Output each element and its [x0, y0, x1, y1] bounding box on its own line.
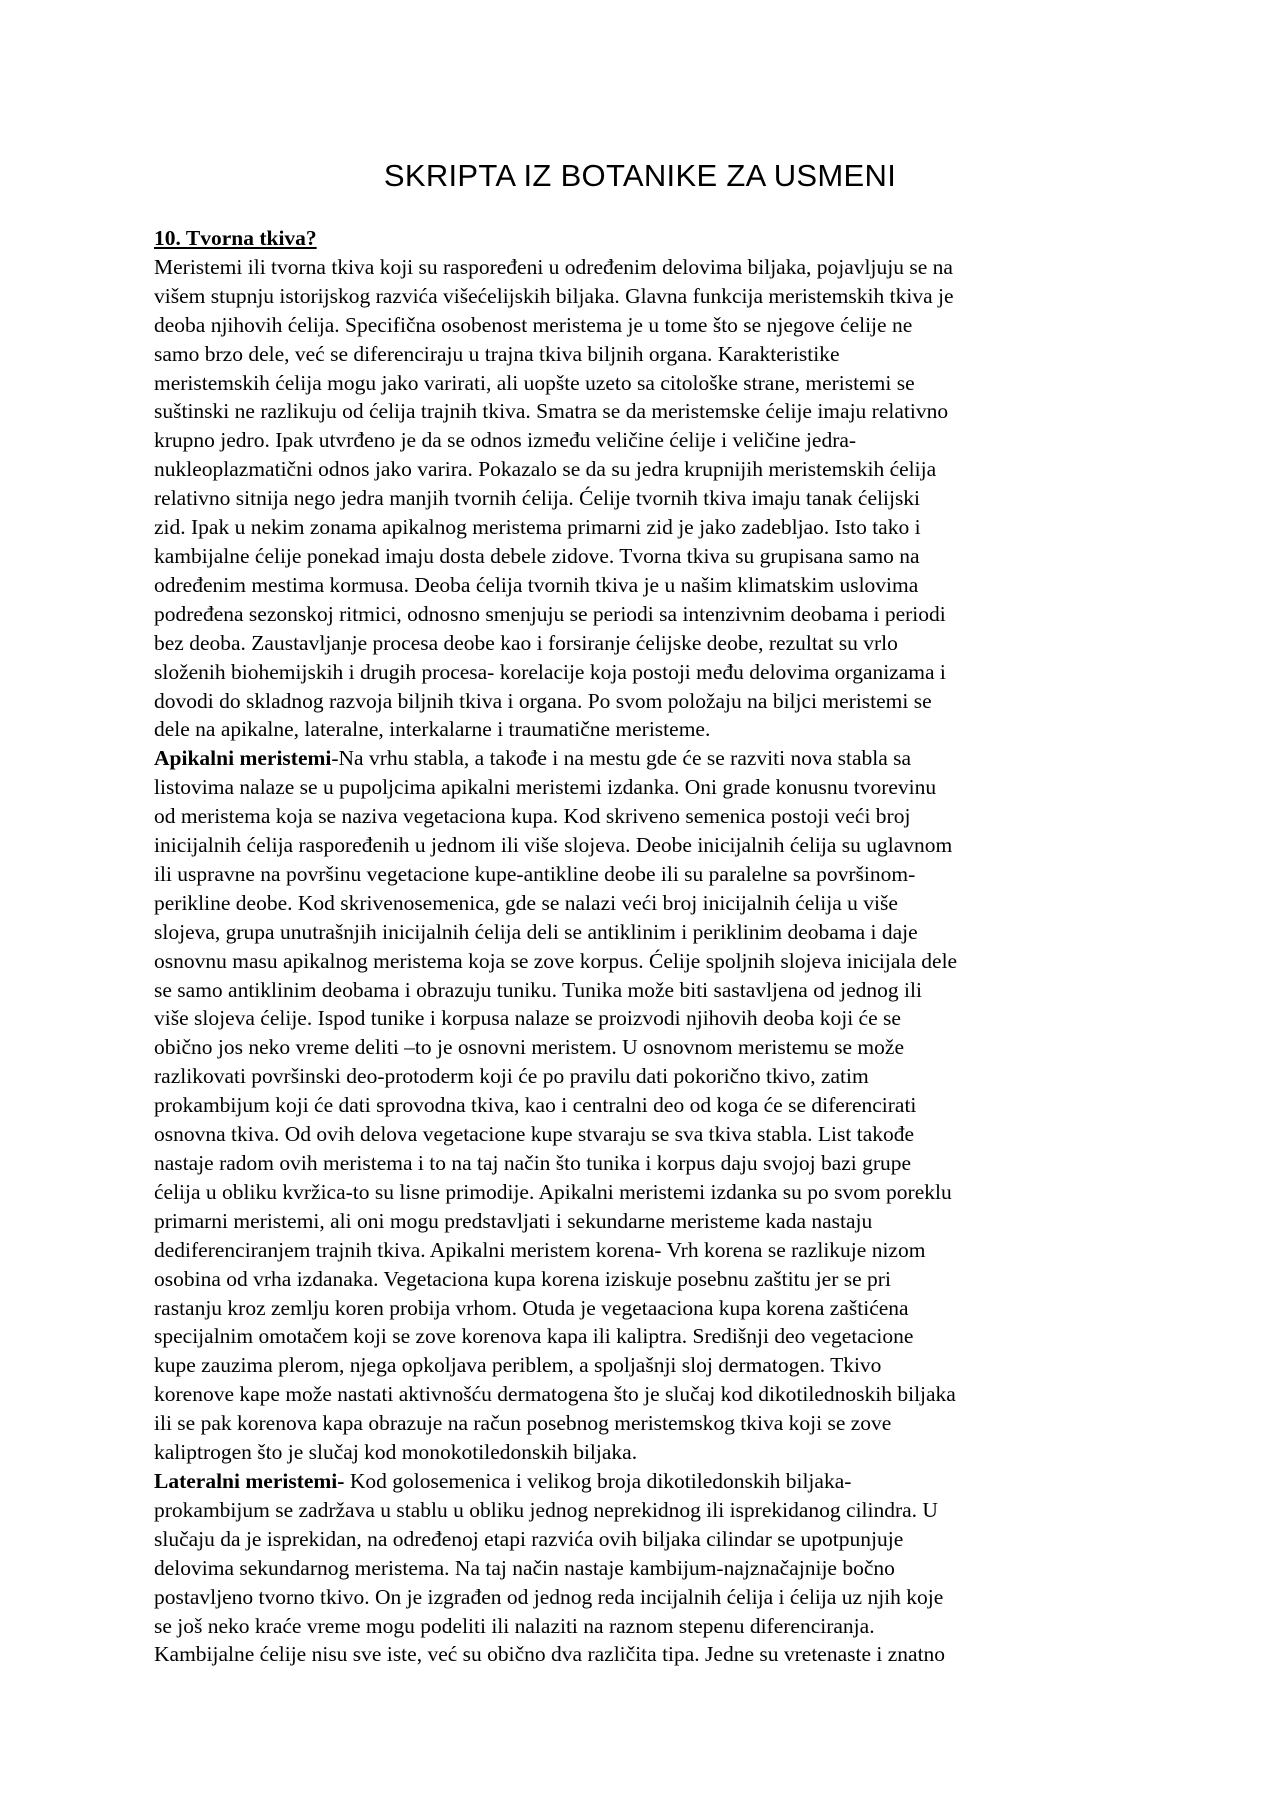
- text-line: [154, 484, 1126, 513]
- line-text: Meristemi ili tvorna tkiva koji su raspoređeni u određenim delovima biljaka, pojavljuju se na: [154, 254, 953, 279]
- paragraph-apical-meristems: [154, 744, 1126, 1467]
- document-title: SKRIPTA IZ BOTANIKE ZA USMENI: [383, 158, 897, 193]
- line-text: zid. Ipak u nekim zonama apikalnog meristema primarni zid je jako zadebljao. Isto tako i: [154, 515, 921, 540]
- text-line: [154, 1496, 1126, 1525]
- text-line: [154, 1033, 1126, 1062]
- line-text: ili se pak korenova kapa obrazuje na račun posebnog meristemskog tkiva koji se zove: [154, 1411, 892, 1436]
- line-text: dediferenciranjem trajnih tkiva. Apikalni meristem korena- Vrh korena se razlikuje nizom: [154, 1237, 926, 1262]
- line-text: krupno jedro. Ipak utvrđeno je da se odnos između veličine ćelije i veličine jedra-: [154, 428, 857, 453]
- line-text: razlikovati površinski deo-protoderm koji će po pravilu dati pokorično tkivo, zatim: [154, 1064, 869, 1089]
- text-line: [154, 600, 1126, 629]
- line-text: listovima nalaze se u pupoljcima apikalni meristemi izdanka. Oni grade konusnu tvorevinu: [154, 775, 937, 800]
- text-line: [154, 1351, 1126, 1380]
- line-text: korenove kape može nastati aktivnošću dermatogena što je slučaj kod dikotilednoskih biljaka: [154, 1382, 956, 1407]
- text-line: [154, 1322, 1126, 1351]
- line-text: kupe zauzima plerom, njega opkoljava periblem, a spoljašnji sloj dermatogen. Tkivo: [154, 1353, 882, 1378]
- text-line: [154, 629, 1126, 658]
- text-line: [154, 1640, 1126, 1669]
- text-line: [154, 1409, 1126, 1438]
- text-line: [154, 571, 1126, 600]
- text-line: [154, 1438, 1126, 1467]
- line-text: dele na apikalne, lateralne, interkalarne i traumatične meristeme.: [154, 717, 711, 742]
- text-line: [154, 1091, 1126, 1120]
- line-text: se još neko kraće vreme mogu podeliti ili nalaziti na raznom stepenu diferenciranja.: [154, 1613, 875, 1638]
- text-line: [154, 1467, 1126, 1496]
- line-text: deoba njihovih ćelija. Specifična osobenost meristema je u tome što se njegove ćelije ne: [154, 312, 913, 337]
- text-line: [154, 1554, 1126, 1583]
- line-text: Kambijalne ćelije nisu sve iste, već su obično dva različita tipa. Jedne su vretenaste i znatno: [154, 1642, 946, 1667]
- line-text: bez deoba. Zaustavljanje procesa deobe kao i forsiranje ćelijske deobe, rezultat su vrlo: [154, 630, 898, 655]
- paragraph-lateral-meristems: [154, 1467, 1126, 1669]
- line-text: samo brzo dele, već se diferenciraju u trajna tkiva biljnih organa. Karakteristike: [154, 341, 840, 366]
- line-text: nukleoplazmatični odnos jako varira. Pokazalo se da su jedra krupnijih meristemskih ćelija: [154, 457, 937, 482]
- text-line: [154, 1120, 1126, 1149]
- line-text: kambijalne ćelije ponekad imaju dosta debele zidove. Tvorna tkiva su grupisana samo na: [154, 543, 920, 568]
- line-text: osnovnu masu apikalnog meristema koja se zove korpus. Ćelije spoljnih slojeva inicijala dele: [154, 948, 958, 973]
- text-line: [154, 1583, 1126, 1612]
- line-text: dovodi do skladnog razvoja biljnih tkiva i organa. Po svom položaju na biljci meristemi se: [154, 688, 932, 713]
- text-line: [154, 947, 1126, 976]
- line-text: kaliptrogen što je slučaj kod monokotiledonskih biljaka.: [154, 1440, 638, 1465]
- section-heading: 10. Tvorna tkiva?: [154, 226, 317, 250]
- text-line: [154, 340, 1126, 369]
- text-line: [154, 744, 1126, 773]
- text-line: [154, 802, 1126, 831]
- line-text: više slojeva ćelije. Ispod tunike i korpusa nalaze se proizvodi njihovih deoba koji će se: [154, 1006, 901, 1031]
- line-text: se samo antiklinim deobama i obrazuju tuniku. Tunika može biti sastavljena od jednog ili: [154, 977, 922, 1002]
- text-line: [154, 976, 1126, 1005]
- text-line: [154, 1207, 1126, 1236]
- line-text: od meristema koja se naziva vegetaciona kupa. Kod skriveno semenica postoji veći broj: [154, 804, 911, 829]
- line-text: Kod golosemenica i velikog broja dikotiledonskih biljaka-: [344, 1468, 852, 1493]
- line-text: rastanju kroz zemlju koren probija vrhom. Otuda je vegetaaciona kupa korena zaštićena: [154, 1295, 909, 1320]
- paragraph-intro: [154, 253, 1126, 744]
- text-line: [154, 860, 1126, 889]
- text-line: [154, 1265, 1126, 1294]
- text-line: [154, 369, 1126, 398]
- line-text: prokambijum koji će dati sprovodna tkiva, kao i centralni deo od koga će se diferencirati: [154, 1093, 917, 1118]
- line-text: nastaje radom ovih meristema i to na taj način što tunika i korpus daju svojoj bazi grupe: [154, 1151, 912, 1175]
- line-text: ili uspravne na površinu vegetacione kupe-antikline deobe ili su paralelne sa površinom-: [154, 861, 916, 886]
- text-line: [154, 773, 1126, 802]
- line-text: obično jos neko vreme deliti –to je osnovni meristem. U osnovnom meristemu se može: [154, 1035, 904, 1060]
- line-text: suštinski ne razlikuju od ćelija trajnih tkiva. Smatra se da meristemske ćelije imaju relativno: [154, 399, 949, 424]
- line-text: slojeva, grupa unutrašnjih inicijalnih ćelija deli se antiklinim i periklinim deobama i daje: [154, 919, 918, 944]
- text-line: [154, 1380, 1126, 1409]
- text-line: [154, 311, 1126, 340]
- line-text: perikline deobe. Kod skrivenosemenica, gde se nalazi veći broj inicijalnih ćelija u više: [154, 890, 898, 915]
- line-text: određenim mestima kormusa. Deoba ćelija tvornih tkiva je u našim klimatskim uslovima: [154, 572, 919, 597]
- text-line: [154, 1149, 1126, 1178]
- text-line: [154, 918, 1126, 947]
- text-line: [154, 1525, 1126, 1554]
- line-text: delovima sekundarnog meristema. Na taj način nastaje kambijum-najznačajnije bočno: [154, 1555, 895, 1580]
- text-line: [154, 455, 1126, 484]
- paragraph-term: Apikalni meristemi: [154, 746, 332, 771]
- line-text: osobina od vrha izdanaka. Vegetaciona kupa korena iziskuje posebnu zaštitu jer se pri: [154, 1266, 891, 1291]
- text-line: [154, 831, 1126, 860]
- text-line: [154, 1294, 1126, 1323]
- line-text: višem stupnju istorijskog razvića višećelijskih biljaka. Glavna funkcija meristemskih tkiva je: [154, 283, 954, 308]
- paragraph-term: Lateralni meristemi-: [154, 1468, 345, 1493]
- text-line: [154, 658, 1126, 687]
- text-line: [154, 542, 1126, 571]
- line-text: primarni meristemi, ali oni mogu predstavljati i sekundarne meristeme kada nastaju: [154, 1208, 873, 1233]
- line-text: podređena sezonskoj ritmici, odnosno smenjuju se periodi sa intenzivnim deobama i periodi: [154, 601, 946, 626]
- line-text: slučaju da je isprekidan, na određenoj etapi razvića ovih biljaka cilindar se upotpunjuje: [154, 1526, 904, 1551]
- text-line: [154, 1612, 1126, 1641]
- line-text: relativno sitnija nego jedra manjih tvornih ćelija. Ćelije tvornih tkiva imaju tanak ćelijski: [154, 486, 921, 511]
- text-line: [154, 253, 1126, 282]
- document-body: [154, 224, 1126, 1669]
- line-text: osnovna tkiva. Od ovih delova vegetacione kupe stvaraju se sva tkiva stabla. List takođe: [154, 1122, 915, 1147]
- line-text: složenih biohemijskih i drugih procesa- korelacije koja postoji među delovima organizama i: [154, 659, 946, 684]
- text-line: [154, 1178, 1126, 1207]
- line-text: specijalnim omotačem koji se zove korenova kapa ili kaliptra. Središnji deo vegetacione: [154, 1324, 914, 1349]
- text-line: [154, 715, 1126, 744]
- line-text: inicijalnih ćelija raspoređenih u jednom ili više slojeva. Deobe inicijalnih ćelija su uglavnom: [154, 833, 953, 858]
- line-text: -Na vrhu stabla, a takođe i na mestu gde će se razviti nova stabla sa: [331, 746, 912, 771]
- line-text: postavljeno tvorno tkivo. On je izgrađen od jednog reda incijalnih ćelija i ćelija uz njih koje: [154, 1584, 944, 1609]
- text-line: [154, 1004, 1126, 1033]
- text-line: [154, 889, 1126, 918]
- text-line: [154, 513, 1126, 542]
- line-text: meristemskih ćelija mogu jako varirati, ali uopšte uzeto sa citološke strane, meristemi se: [154, 370, 915, 395]
- text-line: [154, 426, 1126, 455]
- text-line: [154, 282, 1126, 311]
- text-line: [154, 1236, 1126, 1265]
- text-line: [154, 687, 1126, 716]
- text-line: [154, 397, 1126, 426]
- text-line: [154, 1062, 1126, 1091]
- line-text: prokambijum se zadržava u stablu u obliku jednog neprekidnog ili isprekidanog cilindra. U: [154, 1497, 938, 1522]
- line-text: ćelija u obliku kvržica-to su lisne primodije. Apikalni meristemi izdanka su po svom poreklu: [154, 1179, 952, 1204]
